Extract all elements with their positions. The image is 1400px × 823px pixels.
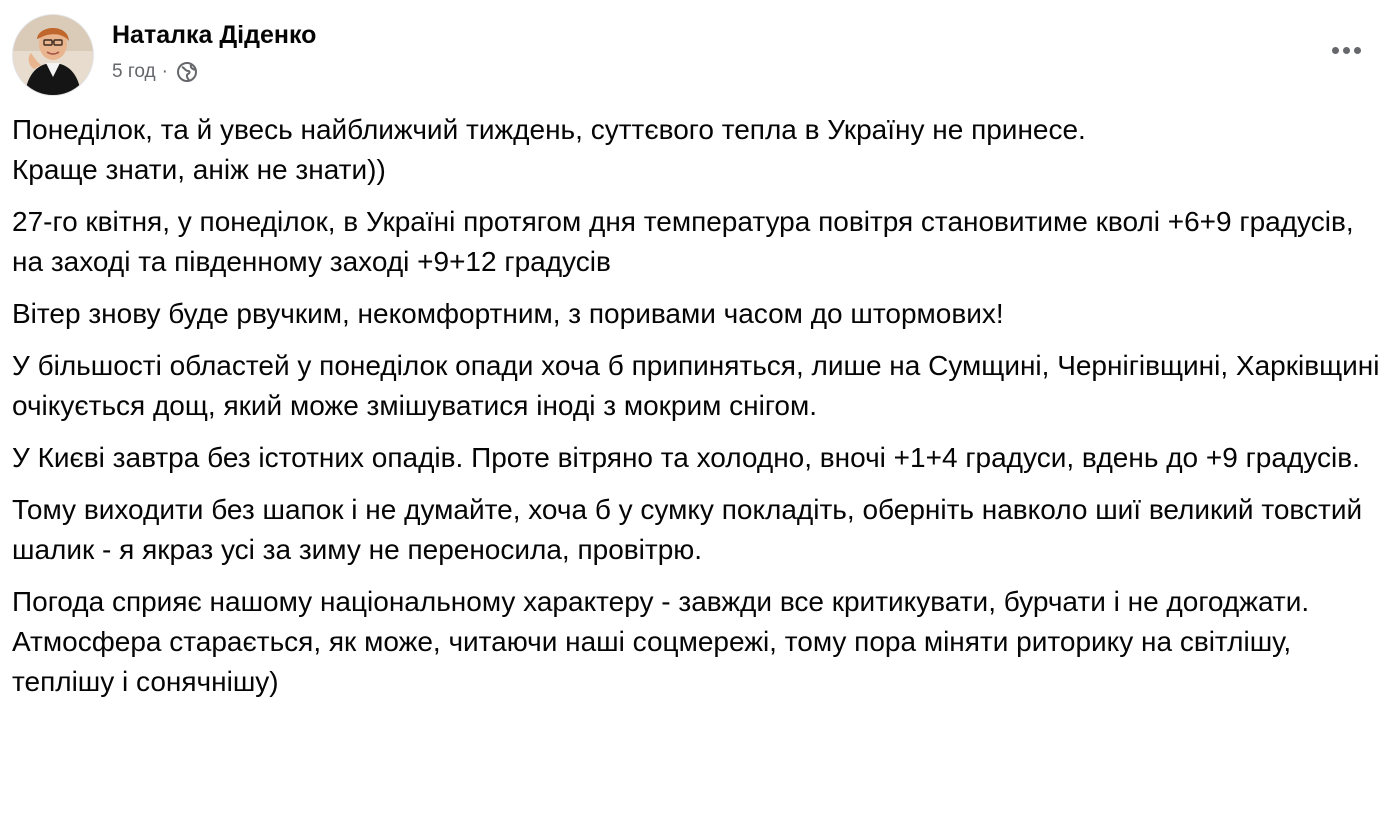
globe-icon[interactable] <box>176 61 198 83</box>
author-name[interactable]: Наталка Діденко <box>112 21 317 49</box>
avatar[interactable] <box>12 14 94 96</box>
more-options-icon[interactable] <box>1326 38 1366 62</box>
paragraph: Понеділок, та й увесь найближчий тиждень, суттєвого тепла в Україну не принесе. Краще знати, аніж не знати)) <box>12 114 1086 185</box>
post-timestamp[interactable]: 5 год <box>112 61 156 82</box>
post-meta <box>112 18 316 86</box>
post-header <box>12 14 316 96</box>
post-text <box>12 110 1382 702</box>
paragraph: У більшості областей у понеділок опади хоча б припиняться, лише на Сумщині, Чернігівщині, Харківщині очікується дощ, який може змішуватися іноді з мокрим снігом. <box>12 350 1380 421</box>
paragraph: Вітер знову буде рвучким, некомфортним, з поривами часом до штормових! <box>12 298 1004 329</box>
paragraph: 27-го квітня, у понеділок, в Україні протягом дня температура повітря становитиме кволі +6+9 градусів, на заході та південному заході +9+12 градусів <box>12 206 1354 277</box>
paragraph: Тому виходити без шапок і не думайте, хоча б у сумку покладіть, оберніть навколо шиї великий товстий шалик - я якраз усі за зиму не переносила, провітрю. <box>12 494 1363 565</box>
paragraph: Погода сприяє нашому національному характеру - завжди все критикувати, бурчати і не догоджати. Атмосфера старається, як може, читаючи наші соцмережі, тому пора міняти риторику на світлішу, теплішу і сонячнішу) <box>12 586 1310 697</box>
avatar-image <box>13 15 93 95</box>
paragraph: У Києві завтра без істотних опадів. Проте вітряно та холодно, вночі +1+4 градуси, вдень до +9 градусів. <box>12 442 1360 473</box>
meta-separator: · <box>161 61 168 82</box>
post-subline <box>112 58 316 86</box>
